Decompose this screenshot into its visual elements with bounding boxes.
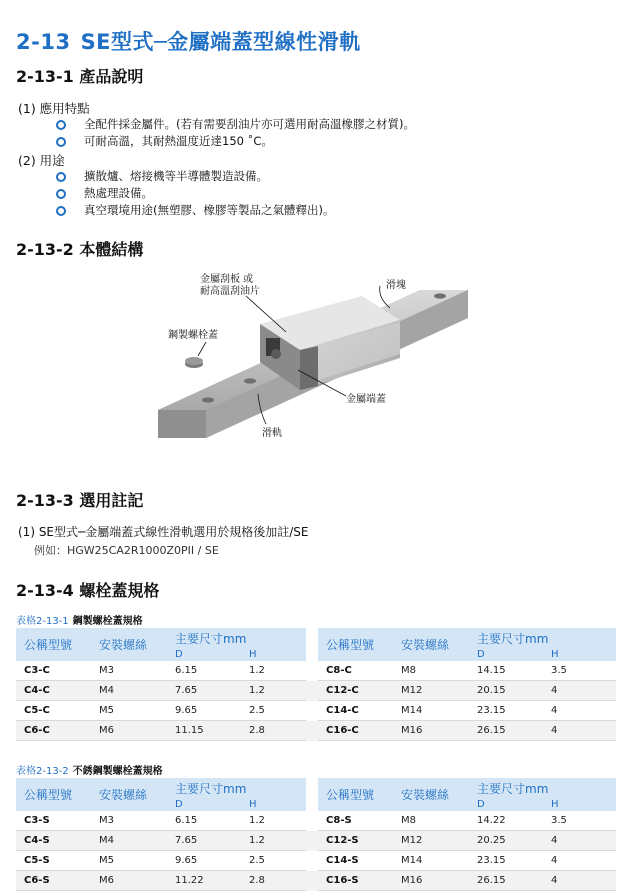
cell-model: C8-C <box>318 661 393 681</box>
cell-h: 1.2 <box>241 681 306 701</box>
cell-d: 6.15 <box>167 661 241 681</box>
table1-label: 表格2-13-1 <box>16 616 69 627</box>
col-dims: 主要尺寸mm <box>469 628 616 648</box>
col-dims: 主要尺寸mm <box>167 778 306 798</box>
cell-h: 1.2 <box>241 811 306 831</box>
cell-model: C5-S <box>16 851 91 871</box>
cell-screw: M16 <box>393 721 469 741</box>
table-header-row <box>16 628 616 648</box>
cell-screw: M8 <box>393 811 469 831</box>
col-screw: 安裝螺絲 <box>393 628 469 661</box>
table-row <box>16 851 616 871</box>
steel-cap-spec-table <box>16 628 616 741</box>
uses-list <box>56 168 334 219</box>
cell-model: C3-C <box>16 661 91 681</box>
label-wiper-1: 金屬刮板 或 <box>200 274 254 285</box>
cell-model: C4-C <box>16 681 91 701</box>
col-screw: 安裝螺絲 <box>393 778 469 811</box>
page-title <box>16 26 361 56</box>
cell-model: C14-C <box>318 701 393 721</box>
cell-d: 26.15 <box>469 721 543 741</box>
cell-model: C12-S <box>318 831 393 851</box>
subsection-features-title: (1) 應用特點 <box>18 101 90 116</box>
table-row <box>16 681 616 701</box>
cell-d: 7.65 <box>167 831 241 851</box>
bullet-ring-icon <box>56 120 66 130</box>
block-shape <box>260 296 400 390</box>
cell-d: 14.22 <box>469 811 543 831</box>
features-list <box>56 116 415 150</box>
cell-model: C6-C <box>16 721 91 741</box>
table1-title: 鋼製螺栓蓋規格 <box>72 616 143 627</box>
table1-caption <box>16 612 143 627</box>
cell-h: 2.8 <box>241 871 306 891</box>
table2-caption <box>16 762 163 777</box>
list-item: 熱處理設備。 <box>56 185 334 202</box>
cell-screw: M6 <box>91 871 167 891</box>
cell-h: 2.8 <box>241 721 306 741</box>
col-dims: 主要尺寸mm <box>167 628 306 648</box>
cell-screw: M3 <box>91 661 167 681</box>
cell-screw: M5 <box>91 701 167 721</box>
cell-h: 3.5 <box>543 811 616 831</box>
section-title-cap-specs: 2-13-4 螺栓蓋規格 <box>16 581 160 600</box>
table-row <box>16 871 616 891</box>
list-item: 可耐高溫，其耐熱溫度近達150 ˚C。 <box>56 133 415 150</box>
cell-screw: M3 <box>91 811 167 831</box>
bolt-cap-shape <box>185 357 203 368</box>
cell-h: 3.5 <box>543 661 616 681</box>
chapter-number: 2-13 <box>16 30 71 54</box>
cell-screw: M6 <box>91 721 167 741</box>
cell-d: 11.15 <box>167 721 241 741</box>
col-d: D <box>469 798 543 811</box>
section-title-structure: 2-13-2 本體結構 <box>16 240 144 259</box>
col-h: H <box>241 798 306 811</box>
table-row <box>16 831 616 851</box>
cell-screw: M16 <box>393 871 469 891</box>
col-screw: 安裝螺絲 <box>91 778 167 811</box>
col-d: D <box>167 798 241 811</box>
cell-h: 1.2 <box>241 661 306 681</box>
col-model: 公稱型號 <box>318 778 393 811</box>
cell-screw: M5 <box>91 851 167 871</box>
table2-label: 表格2-13-2 <box>16 766 69 777</box>
cell-d: 23.15 <box>469 851 543 871</box>
cell-model: C16-S <box>318 871 393 891</box>
cell-h: 4 <box>543 831 616 851</box>
cell-h: 4 <box>543 681 616 701</box>
cell-d: 9.65 <box>167 701 241 721</box>
cell-d: 14.15 <box>469 661 543 681</box>
label-block: 滑塊 <box>386 280 406 291</box>
section-title-ordering: 2-13-3 選用註記 <box>16 491 144 510</box>
cell-h: 2.5 <box>241 701 306 721</box>
col-h: H <box>543 798 616 811</box>
chapter-title: SE型式─金屬端蓋型線性滑軌 <box>80 30 361 54</box>
col-d: D <box>469 648 543 661</box>
subsection-uses-title: (2) 用途 <box>18 153 65 168</box>
cell-d: 11.22 <box>167 871 241 891</box>
col-h: H <box>543 648 616 661</box>
cell-d: 7.65 <box>167 681 241 701</box>
list-item: 真空環境用途(無塑膠、橡膠等製品之氣體釋出)。 <box>56 202 334 219</box>
bullet-ring-icon <box>56 206 66 216</box>
cell-model: C16-C <box>318 721 393 741</box>
cell-model: C14-S <box>318 851 393 871</box>
col-model: 公稱型號 <box>318 628 393 661</box>
col-d: D <box>167 648 241 661</box>
label-steel-cap: 鋼製螺栓蓋 <box>168 330 218 341</box>
label-end-cap: 金屬端蓋 <box>346 394 386 405</box>
table-row <box>16 811 616 831</box>
label-rail: 滑軌 <box>262 428 282 439</box>
table-header-row <box>16 778 616 798</box>
table-row <box>16 661 616 681</box>
cell-d: 6.15 <box>167 811 241 831</box>
cell-h: 2.5 <box>241 851 306 871</box>
col-dims: 主要尺寸mm <box>469 778 616 798</box>
cell-model: C8-S <box>318 811 393 831</box>
ordering-example: 例如：HGW25CA2R1000Z0PII / SE <box>34 544 219 557</box>
cell-screw: M14 <box>393 701 469 721</box>
bullet-ring-icon <box>56 189 66 199</box>
cell-h: 1.2 <box>241 831 306 851</box>
linear-guide-structure-figure <box>150 262 470 482</box>
list-item: 全配件採金屬件。(若有需要刮油片亦可選用耐高溫橡膠之材質)。 <box>56 116 415 133</box>
col-h: H <box>241 648 306 661</box>
cell-screw: M12 <box>393 831 469 851</box>
col-screw: 安裝螺絲 <box>91 628 167 661</box>
cell-d: 9.65 <box>167 851 241 871</box>
cell-h: 4 <box>543 871 616 891</box>
cell-h: 4 <box>543 851 616 871</box>
col-model: 公稱型號 <box>16 778 91 811</box>
cell-model: C3-S <box>16 811 91 831</box>
bullet-ring-icon <box>56 137 66 147</box>
cell-h: 4 <box>543 721 616 741</box>
cell-d: 20.25 <box>469 831 543 851</box>
cell-d: 26.15 <box>469 871 543 891</box>
stainless-cap-spec-table <box>16 778 616 891</box>
cell-d: 23.15 <box>469 701 543 721</box>
cell-model: C6-S <box>16 871 91 891</box>
table-row <box>16 721 616 741</box>
label-wiper-2: 耐高溫刮油片 <box>200 286 260 297</box>
cell-model: C12-C <box>318 681 393 701</box>
col-model: 公稱型號 <box>16 628 91 661</box>
cell-model: C5-C <box>16 701 91 721</box>
cell-screw: M4 <box>91 831 167 851</box>
cell-d: 20.15 <box>469 681 543 701</box>
cell-model: C4-S <box>16 831 91 851</box>
table-row <box>16 701 616 721</box>
table2-title: 不銹鋼製螺栓蓋規格 <box>72 766 163 777</box>
list-item: 擴散爐、熔接機等半導體製造設備。 <box>56 168 334 185</box>
cell-h: 4 <box>543 701 616 721</box>
ordering-note: (1) SE型式─金屬端蓋式線性滑軌選用於規格後加註/SE <box>18 525 309 539</box>
cell-screw: M4 <box>91 681 167 701</box>
bullet-ring-icon <box>56 172 66 182</box>
section-title-description: 2-13-1 產品說明 <box>16 67 144 86</box>
cell-screw: M12 <box>393 681 469 701</box>
cell-screw: M8 <box>393 661 469 681</box>
cell-screw: M14 <box>393 851 469 871</box>
